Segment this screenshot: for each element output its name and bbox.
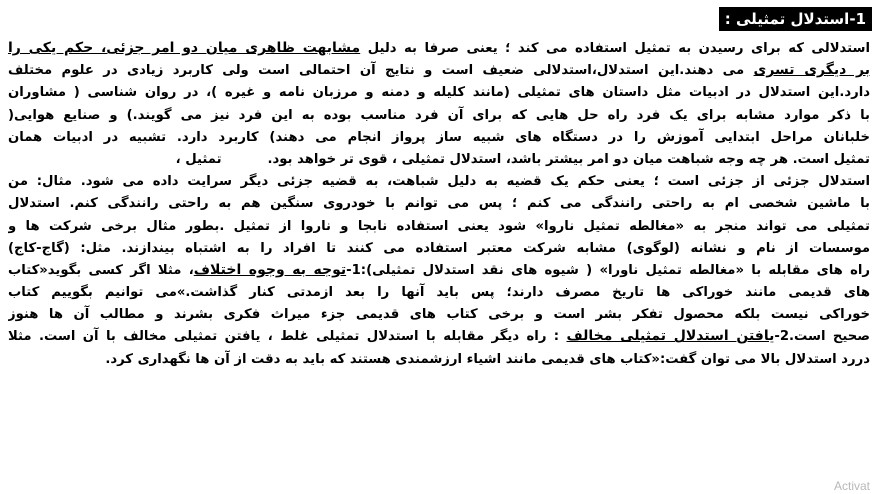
line-text: با ذکر موارد مشابه برای یک فرد راه حل هایی که برای آن فرد مناسب بوده به این فرد نیز می گویند.) و صنایع هوایی(: [8, 107, 870, 123]
text-line: [8, 59, 870, 81]
highlighted-phrase: مشابهت ظاهری میان دو امر جزئی، حکم یکی را: [8, 40, 361, 56]
text-line: [8, 325, 870, 347]
text-line: [8, 215, 870, 237]
highlighted-phrase: یافتن استدلال تمثیلی مخالف: [566, 328, 775, 345]
line-text: ، مثلا اگر کسی بگوید«کتاب: [8, 262, 194, 278]
text-line: [8, 126, 870, 148]
line-text: تمثیل ،: [175, 151, 268, 167]
line-text: استدلالی که برای رسیدن به تمثیل استفاده می کند ؛ یعنی صرفا به دلیل: [360, 41, 870, 56]
text-line: [8, 192, 870, 214]
line-text: موسسات از نام و نشانه (لوگوی) مشابه شرکت معتبر استفاده می کنند تا افراد را به اشتباه بیندازند. مثل: (گاج-کاج): [8, 240, 870, 256]
text-line: [8, 104, 870, 126]
text-line: [8, 237, 870, 259]
highlighted-phrase: توجه به وجوه اختلاف: [193, 261, 347, 278]
activation-watermark: Activat: [833, 479, 870, 493]
text-line: [8, 170, 870, 192]
line-text: خوراکی نیست بلکه محصول تفکر بشر است و برخی کتاب های قدیمی جزء میراث فکری بشرند و مطالب آن ها هنوز: [8, 307, 870, 323]
section-heading: 1-استدلال تمثیلی :: [719, 7, 872, 31]
paragraph: [8, 37, 870, 370]
line-text: صحیح است.2-: [774, 329, 870, 345]
line-text: استدلال جزئی از جزئی است ؛ یعنی حکم یک قضیه به دلیل شباهت، به قضیه جزئی دیگر سرایت داده می شود. مثال: من: [8, 174, 870, 190]
text-line: [8, 281, 870, 303]
line-text: می دهند.این استدلال،استدلالی ضعیف است و نتایج آن احتمالی است ولی کاربرد زیادی در علوم مختلف: [8, 63, 754, 79]
line-text: : راه دیگر مقابله با استدلال تمثیلی غلط ، یافتن تمثیلی مخالف با آن است. مثلا: [8, 329, 567, 345]
line-text: تمثیلی می تواند منجر به «مغالطه تمثیل ناروا» شود یعنی استفاده نابجا و ناروا از تمثیل .بطور مثال برخی شرکت ها و: [8, 218, 870, 234]
line-text: با ماشین شخصی ام به راحتی رانندگی می کنم ؛ پس می توانم با خودروی سنگین هم به راحتی رانندگی کنم. استدلال: [8, 196, 870, 212]
text-line: [8, 259, 870, 281]
text-line: [8, 303, 870, 325]
line-text: دارد.این استدلال در ادبیات مثل داستان های تمثیلی (مانند کلیله و دمنه و مرزبان نامه و غیره )، در روان شناسی ( مشاوران: [8, 85, 870, 101]
text-line: [8, 81, 870, 103]
text-line: [8, 37, 870, 59]
text-line: [8, 348, 870, 370]
text-line: [8, 148, 870, 170]
line-text: راه های مقابله با «مغالطه تمثیل ناورا» ( شیوه های نقد استدلال تمثیلی):1-: [346, 262, 870, 278]
line-text: های قدیمی مانند خوراکی ها تاریخ مصرف دارند؛ پس باید آنها را بعد ازمدتی کنار گذاشت.»می توانیم بگوییم کتاب: [8, 285, 870, 301]
line-text: دررد استدلال بالا می توان گفت:«کتاب های قدیمی مانند اشیاء ارزشمندی هستند که باید به دقت از آن ها نگهداری کرد.: [105, 351, 870, 367]
highlighted-phrase: بر دیگری تسری: [753, 62, 870, 79]
line-text: خلبانان مراحل ابتدایی آموزش را در دستگاه های شبیه ساز پرواز انجام می دهند) کاربرد دارد. تشبیه در ادبیات همان: [8, 129, 870, 145]
line-text: تمثیل است. هر چه وجه شباهت میان دو امر بیشتر باشد، استدلال تمثیلی ، قوی تر خواهد بود.: [267, 151, 870, 167]
